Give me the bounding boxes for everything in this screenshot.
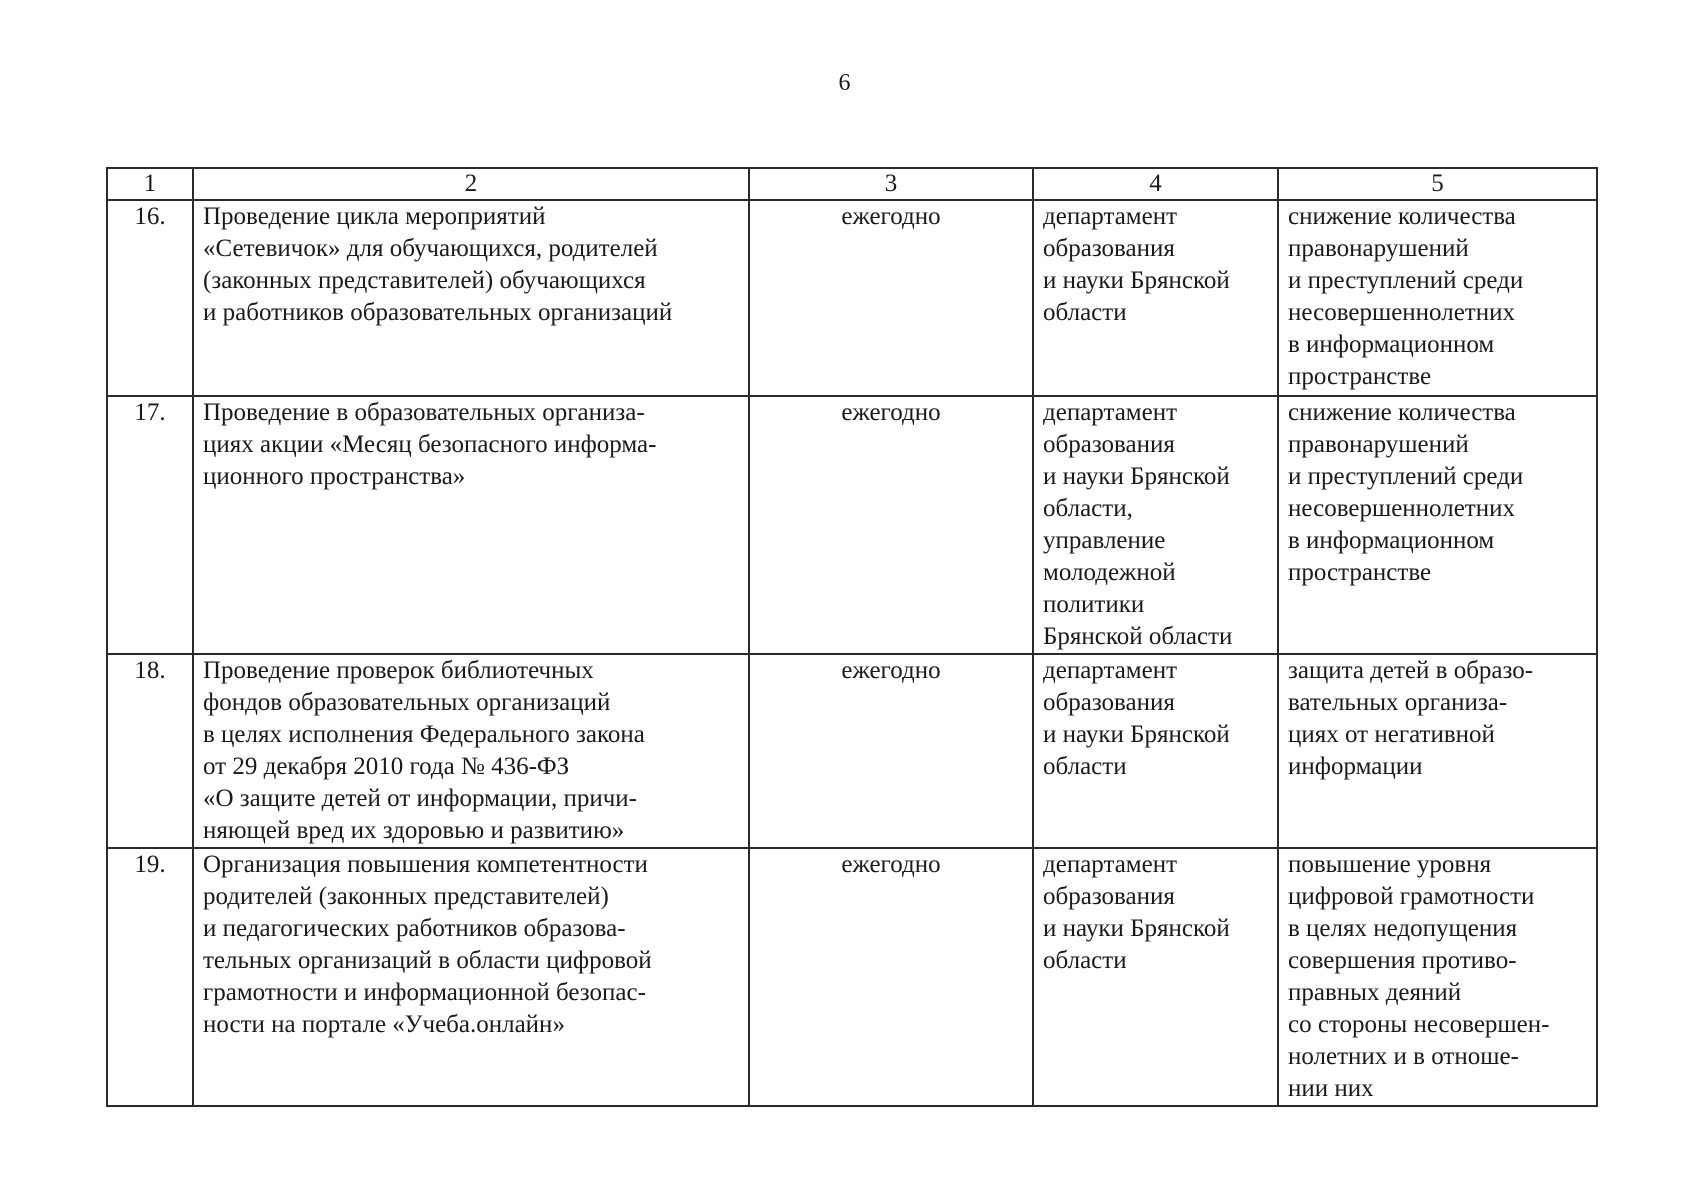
responsible-line: образования — [1043, 689, 1175, 716]
column-header-3: 3 — [749, 168, 1033, 200]
term-cell: ежегодно — [749, 200, 1033, 396]
responsible-line: области — [1043, 947, 1127, 974]
responsible-line: образования — [1043, 883, 1175, 910]
result-line: цифровой грамотности — [1288, 883, 1535, 910]
result-cell — [1278, 654, 1597, 848]
measure-line: Проведение проверок библиотечных — [203, 657, 594, 684]
result-line: в информационном — [1288, 527, 1495, 554]
table-header-row — [107, 168, 1597, 200]
column-header-4: 4 — [1033, 168, 1278, 200]
result-line: совершения противо- — [1288, 947, 1517, 974]
responsible-line: области — [1043, 753, 1127, 780]
measure-line: «О защите детей от информации, причи- — [203, 785, 637, 812]
result-line: и преступлений среди — [1288, 267, 1524, 294]
responsible-cell — [1033, 200, 1278, 396]
responsible-line: и науки Брянской — [1043, 915, 1230, 942]
responsible-line: образования — [1043, 235, 1175, 262]
result-line: снижение количества — [1288, 203, 1516, 230]
responsible-line: управление — [1043, 527, 1166, 554]
result-line: несовершеннолетних — [1288, 495, 1515, 522]
result-line: правонарушений — [1288, 235, 1469, 262]
table-row — [107, 396, 1597, 654]
measure-cell — [193, 200, 749, 396]
result-line: циях от негативной — [1288, 721, 1495, 748]
result-line: правонарушений — [1288, 431, 1469, 458]
measure-line: в целях исполнения Федерального закона — [203, 721, 645, 748]
measure-line: от 29 декабря 2010 года № 436-ФЗ — [203, 753, 570, 780]
column-header-2: 2 — [193, 168, 749, 200]
responsible-line: департамент — [1043, 851, 1178, 878]
measure-line: грамотности и информационной безопас- — [203, 979, 646, 1006]
result-cell — [1278, 848, 1597, 1106]
measure-line: родителей (законных представителей) — [203, 883, 609, 910]
responsible-line: Брянской области — [1043, 623, 1233, 650]
row-number: 19. — [107, 848, 193, 1106]
result-line: несовершеннолетних — [1288, 299, 1515, 326]
result-line: защита детей в образо- — [1288, 657, 1534, 684]
measures-table — [106, 167, 1598, 1107]
result-line: пространстве — [1288, 559, 1432, 586]
column-header-5: 5 — [1278, 168, 1597, 200]
responsible-line: департамент — [1043, 657, 1178, 684]
measure-line: Организация повышения компетентности — [203, 851, 648, 878]
measure-line: и работников образовательных организаций — [203, 299, 673, 326]
measure-line: и педагогических работников образова- — [203, 915, 626, 942]
responsible-line: и науки Брянской — [1043, 463, 1230, 490]
row-number: 16. — [107, 200, 193, 396]
measure-line: «Сетевичок» для обучающихся, родителей — [203, 235, 658, 262]
result-cell — [1278, 396, 1597, 654]
result-line: в информационном — [1288, 331, 1495, 358]
measure-cell — [193, 396, 749, 654]
responsible-line: области, — [1043, 495, 1133, 522]
result-line: нолетних и в отноше- — [1288, 1043, 1519, 1070]
row-number: 18. — [107, 654, 193, 848]
result-cell — [1278, 200, 1597, 396]
responsible-cell — [1033, 848, 1278, 1106]
measure-line: тельных организаций в области цифровой — [203, 947, 652, 974]
responsible-line: департамент — [1043, 203, 1178, 230]
responsible-line: департамент — [1043, 399, 1178, 426]
term-cell: ежегодно — [749, 396, 1033, 654]
responsible-line: и науки Брянской — [1043, 267, 1230, 294]
measure-cell — [193, 848, 749, 1106]
responsible-line: образования — [1043, 431, 1175, 458]
result-line: пространстве — [1288, 363, 1432, 390]
result-line: повышение уровня — [1288, 851, 1492, 878]
result-line: вательных организа- — [1288, 689, 1508, 716]
measure-line: фондов образовательных организаций — [203, 689, 611, 716]
result-line: нии них — [1288, 1075, 1374, 1102]
responsible-line: области — [1043, 299, 1127, 326]
term-cell: ежегодно — [749, 848, 1033, 1106]
measure-line: циях акции «Месяц безопасного информа- — [203, 431, 657, 458]
responsible-line: политики — [1043, 591, 1145, 618]
responsible-line: молодежной — [1043, 559, 1176, 586]
table-row — [107, 848, 1597, 1106]
measure-line: (законных представителей) обучающихся — [203, 267, 646, 294]
result-line: правных деяний — [1288, 979, 1462, 1006]
table-row — [107, 654, 1597, 848]
responsible-cell — [1033, 396, 1278, 654]
result-line: информации — [1288, 753, 1423, 780]
table-row — [107, 200, 1597, 396]
result-line: и преступлений среди — [1288, 463, 1524, 490]
result-line: в целях недопущения — [1288, 915, 1518, 942]
result-line: снижение количества — [1288, 399, 1516, 426]
term-cell: ежегодно — [749, 654, 1033, 848]
responsible-cell — [1033, 654, 1278, 848]
measure-cell — [193, 654, 749, 848]
measure-line: ционного пространства» — [203, 463, 466, 490]
measure-line: Проведение в образовательных организа- — [203, 399, 645, 426]
measure-line: няющей вред их здоровью и развитию» — [203, 817, 625, 844]
row-number: 17. — [107, 396, 193, 654]
responsible-line: и науки Брянской — [1043, 721, 1230, 748]
result-line: со стороны несовершен- — [1288, 1011, 1550, 1038]
measure-line: ности на портале «Учеба.онлайн» — [203, 1011, 565, 1038]
measure-line: Проведение цикла мероприятий — [203, 203, 546, 230]
column-header-1: 1 — [107, 168, 193, 200]
page-number: 6 — [838, 70, 851, 96]
